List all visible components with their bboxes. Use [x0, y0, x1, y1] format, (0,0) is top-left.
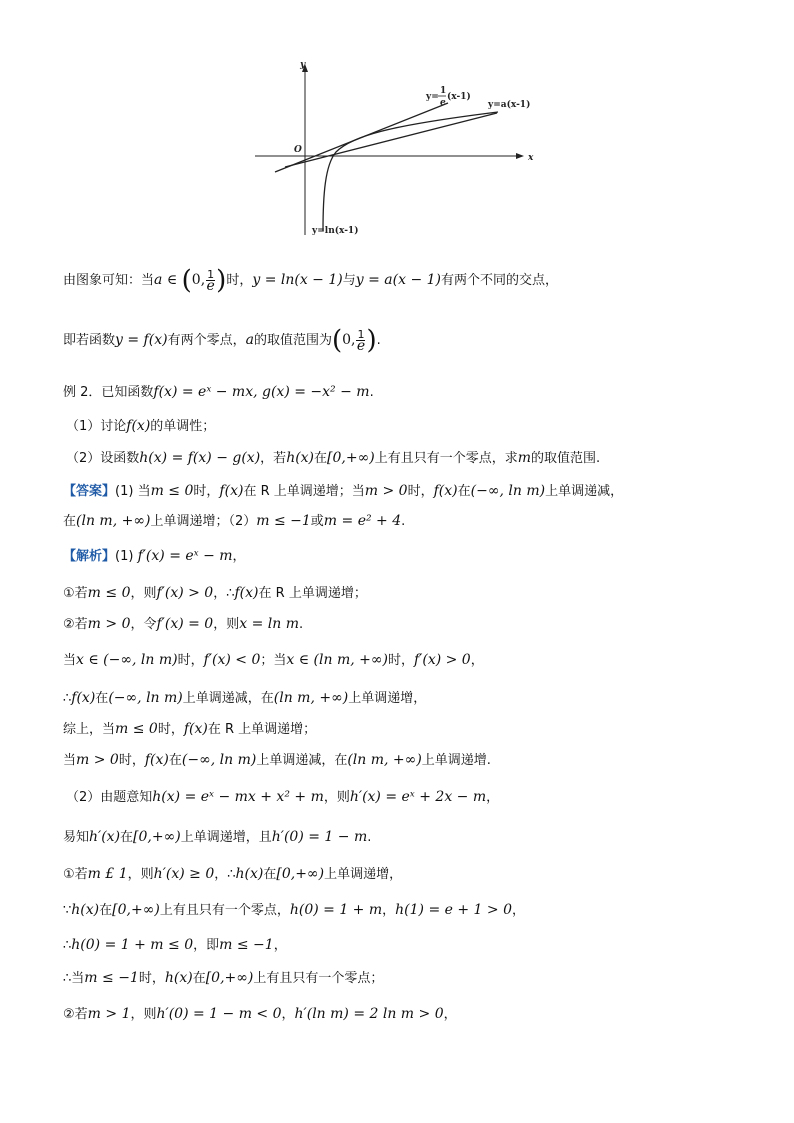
- curve-label: y=ln(x-1): [312, 226, 359, 236]
- solution-line-9: 易知h′(x)在[0,+∞)上单调递增，且h′(0) = 1 − m.: [63, 829, 372, 845]
- answer-line-2: 在(ln m, +∞)上单调递增；（2）m ≤ −1或m = e² + 4.: [63, 513, 406, 529]
- solution-line-5: ∴f(x)在(−∞, ln m)上单调递减，在(ln m, +∞)上单调递增，: [63, 690, 427, 706]
- function-graph: [250, 55, 540, 245]
- fraction-1-over-e-2: $\frac{1}{e}$: [356, 328, 366, 354]
- fraction-1-over-e: $\frac{1}{e}$: [206, 268, 215, 294]
- line2-label: y=a(x-1): [488, 100, 531, 110]
- solution-line-14: ②若m > 1，则h′(0) = 1 − m < 0，h′(ln m) = 2 ln m > 0，: [63, 1006, 457, 1022]
- line1-label-post: (x-1): [447, 92, 471, 102]
- answer-line-1: 【答案】(1) 当m ≤ 0时，f(x)在 R 上单调递增；当m > 0时，f(x)在(−∞, ln m)上单调递减，: [63, 483, 624, 499]
- solution-line-8: （2）由题意知h(x) = eˣ − mx + x² + m，则h′(x) = eˣ + 2x − m，: [66, 789, 500, 805]
- solution-line-10: ①若m £ 1，则h′(x) ≥ 0，∴h(x)在[0,+∞)上单调递增，: [63, 866, 403, 882]
- x-axis-arrow: [516, 153, 524, 159]
- line1-label-den: e: [440, 98, 446, 108]
- solution-line-3: ②若m > 0，令f′(x) = 0，则x = ln m.: [63, 616, 304, 632]
- line1-label-num: 1: [440, 86, 447, 96]
- paragraph-range-result: 即若函数y = f(x)有两个零点，a的取值范围为(0, $\frac{1}{e}$ ).: [63, 325, 381, 356]
- answer-tag: 【答案】: [63, 484, 116, 499]
- curve-ln: [323, 112, 498, 231]
- solution-line-2: ①若m ≤ 0，则f′(x) > 0，∴f(x)在 R 上单调递增；: [63, 585, 367, 601]
- line1-label-pre: y=: [426, 92, 439, 102]
- origin-label: O: [294, 145, 302, 155]
- solution-line-1: 【解析】(1) f′(x) = eˣ − m，: [63, 548, 246, 564]
- solution-line-13: ∴当m ≤ −1时，h(x)在[0,+∞)上有且只有一个零点；: [63, 970, 384, 986]
- solution-line-7: 当m > 0时，f(x)在(−∞, ln m)上单调递减，在(ln m, +∞)上单调递增.: [63, 752, 491, 768]
- solution-line-12: ∴h(0) = 1 + m ≤ 0，即m ≤ −1，: [63, 937, 287, 953]
- solution-line-11: ∵h(x)在[0,+∞)上有且只有一个零点，h(0) = 1 + m，h(1) = e + 1 > 0，: [63, 902, 526, 918]
- solution-line-4: 当x ∈ (−∞, ln m)时，f′(x) < 0；当x ∈ (ln m, +∞)时，f′(x) > 0，: [63, 652, 484, 668]
- example-2-statement: 例 2．已知函数f(x) = eˣ − mx, g(x) = −x² − m.: [63, 384, 374, 400]
- line-a: [285, 113, 497, 167]
- x-axis-label: x: [528, 153, 534, 163]
- y-axis-label: y: [300, 60, 306, 70]
- paragraph-graph-conclusion: 由图象可知：当a ∈ (0, $\frac{1}{e}$ )时，y = ln(x − 1)与y = a(x − 1)有两个不同的交点，: [63, 265, 559, 296]
- question-1: （1）讨论f(x)的单调性；: [66, 418, 216, 434]
- question-2: （2）设函数h(x) = f(x) − g(x)，若h(x)在[0,+∞)上有且只有一个零点，求m的取值范围.: [66, 450, 601, 466]
- solution-tag: 【解析】: [63, 549, 116, 564]
- solution-line-6: 综上，当m ≤ 0时，f(x)在 R 上单调递增；: [63, 721, 317, 737]
